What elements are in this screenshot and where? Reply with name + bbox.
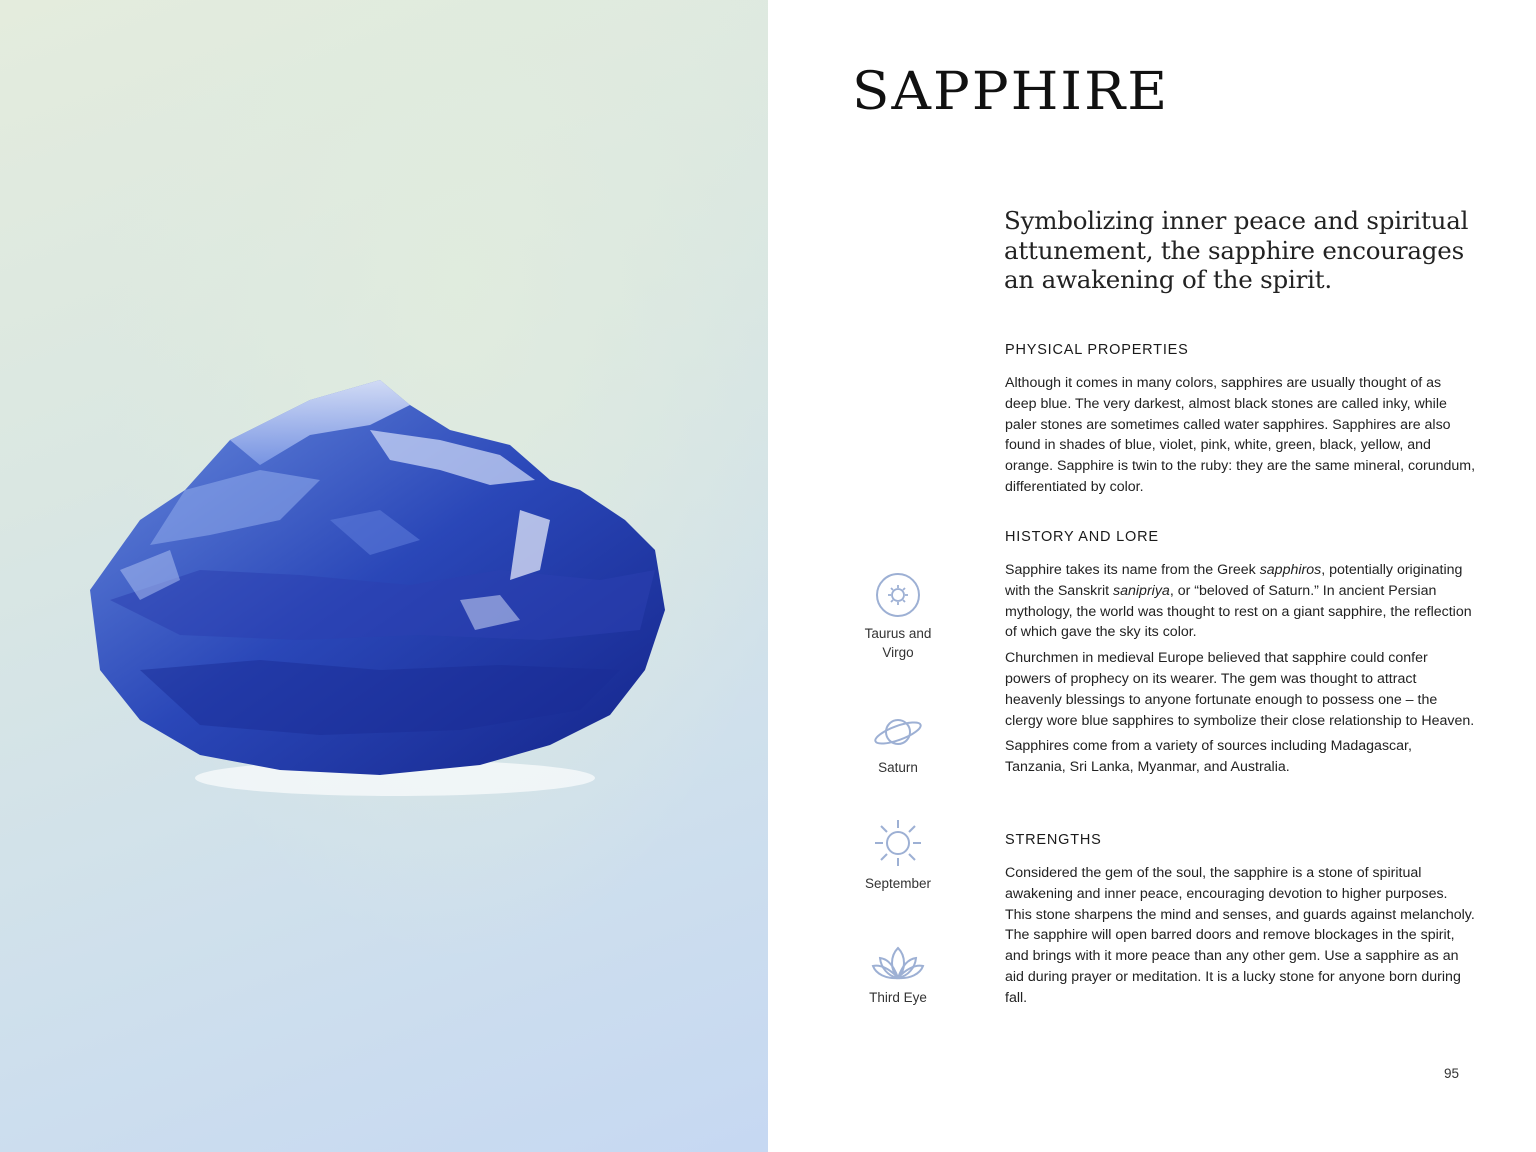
italic-term: sanipriya <box>1113 582 1170 599</box>
paragraph: Although it comes in many colors, sapphires are usually thought of as deep blue. The very darkest, almost black stones are called inky, while paler stones are sometimes called water sapphires. Sapphires are also found in shades of blue, violet, pink, white, green, black, yellow, and orange. Sapphire is twin to the ruby: they are the same mineral, corundum, differentiated by color. <box>1005 375 1476 495</box>
sun-icon <box>873 818 923 868</box>
attribute-month <box>843 818 953 893</box>
attribute-zodiac <box>843 572 953 662</box>
text-run: , potentially originating with the Sanskrit <box>1005 562 1463 599</box>
page-number: 95 <box>1444 1066 1460 1081</box>
attribute-label-line1: September <box>864 876 932 891</box>
italic-term: sapphiros <box>1259 562 1322 578</box>
page-title: SAPPHIRE <box>852 62 1170 122</box>
intro-lede: Symbolizing inner peace and spiritual attunement, the sapphire encourages an awakening of the spirit. <box>1004 206 1469 294</box>
paragraph: Considered the gem of the soul, the sapphire is a stone of spiritual awakening and inner peace, encouraging devotion to higher purposes. This stone sharpens the mind and senses, and guards against melancholy. The sapphire will open barred doors and remove blockages in the spirit, and brings with it more peace than any other gem. Use a sapphire as an aid during prayer or meditation. It is a lucky stone for anyone born during fall. <box>1005 865 1475 1006</box>
section-body-strengths <box>1005 863 1475 1014</box>
attribute-chakra <box>843 944 953 1007</box>
attribute-label-line1: Saturn <box>878 760 918 775</box>
text-run: Sapphire takes its name from the Greek <box>1005 562 1260 578</box>
attribute-label-line2: Virgo <box>882 645 914 660</box>
section-heading-history: HISTORY AND LORE <box>1005 529 1159 545</box>
section-heading-physical: PHYSICAL PROPERTIES <box>1005 342 1189 358</box>
sapphire-gem-illustration <box>80 370 700 830</box>
section-heading-strengths: STRENGTHS <box>1005 832 1102 848</box>
lotus-icon <box>871 944 925 982</box>
attribute-label-line1: Taurus and <box>864 626 932 641</box>
planet-icon <box>872 712 924 752</box>
zodiac-icon <box>875 572 921 618</box>
section-body-physical <box>1005 373 1475 503</box>
paragraph <box>1005 560 1475 643</box>
section-body-history <box>1005 560 1475 783</box>
paragraph: Churchmen in medieval Europe believed that sapphire could confer powers of prophecy on its wearer. The gem was thought to attract heavenly blessings to anyone fortunate enough to possess one – the clergy wore blue sapphires to symbolize their close relationship to Heaven. <box>1005 650 1475 729</box>
attribute-planet <box>843 712 953 777</box>
paragraph: Sapphires come from a variety of sources including Madagascar, Tanzania, Sri Lanka, Myanmar, and Australia. <box>1005 738 1412 776</box>
attribute-label-line1: Third Eye <box>869 990 927 1005</box>
text-run: , or “beloved of Saturn.” In ancient Persian mythology, the world was thought to rest on a giant sapphire, the reflection of which gave the sky its color. <box>1005 582 1472 641</box>
